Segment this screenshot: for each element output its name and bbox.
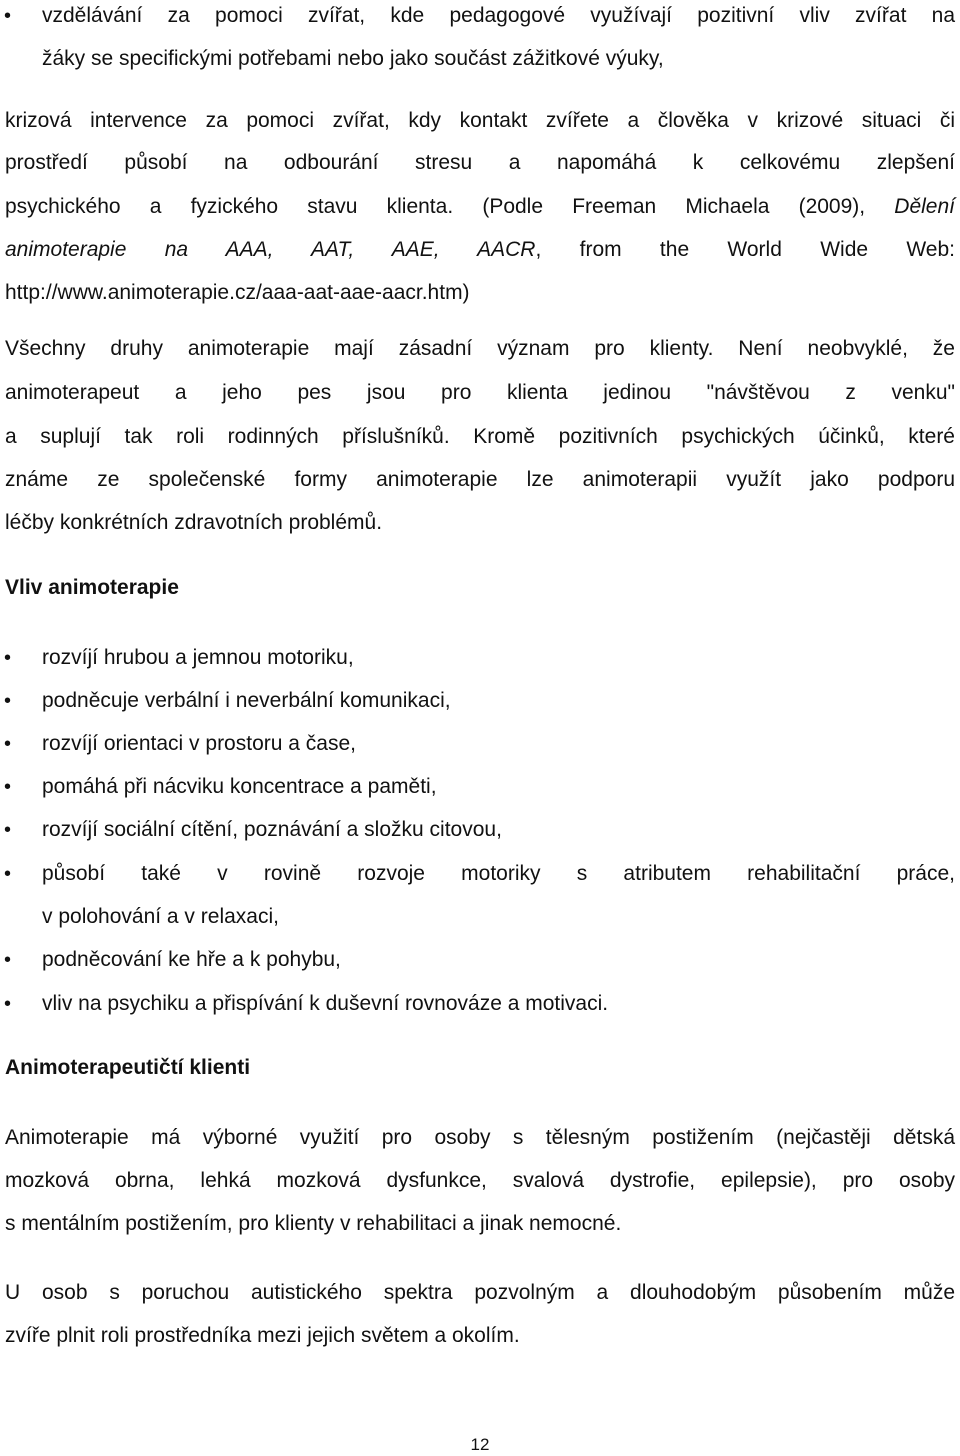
list-item: rozvíjí orientaci v prostoru a čase,	[42, 732, 356, 755]
bullet-dot: •	[4, 819, 12, 841]
text-line: animoterapeut a jeho pes jsou pro klienta jedinou "návštěvou z venku"	[5, 381, 955, 404]
section-heading: Vliv animoterapie	[5, 576, 179, 599]
text-line: a suplují tak roli rodinných příslušníků. Kromě pozitivních psychických účinků, které	[5, 425, 955, 448]
bullet-dot: •	[4, 993, 12, 1015]
text-line: vzdělávání za pomoci zvířat, kde pedagogové využívají pozitivní vliv zvířat na	[42, 4, 955, 27]
text-line: prostředí působí na odbourání stresu a napomáhá k celkovému zlepšení	[5, 151, 955, 174]
list-item: pomáhá při nácviku koncentrace a paměti,	[42, 775, 437, 798]
list-item: působí také v rovině rozvoje motoriky s atributem rehabilitační práce,	[42, 862, 955, 885]
list-item: podněcování ke hře a k pohybu,	[42, 948, 341, 971]
text-line: známe ze společenské formy animoterapie lze animoterapii využít jako podporu	[5, 468, 955, 491]
section-heading: Animoterapeutičtí klienti	[5, 1056, 251, 1079]
text-line: krizová intervence za pomoci zvířat, kdy kontakt zvířete a člověka v krizové situaci či	[5, 109, 955, 132]
text-line	[5, 237, 955, 263]
bullet-dot: •	[4, 733, 12, 755]
text-line: U osob s poruchou autistického spektra pozvolným a dlouhodobým působením může	[5, 1281, 955, 1304]
text-line: mozková obrna, lehká mozková dysfunkce, svalová dystrofie, epilepsie), pro osoby	[5, 1169, 955, 1192]
bullet-dot: •	[4, 776, 12, 798]
italic-span: animoterapie na AAA, AAT, AAE, AACR	[5, 238, 536, 261]
list-item: rozvíjí hrubou a jemnou motoriku,	[42, 646, 354, 669]
text-line: léčby konkrétních zdravotních problémů.	[5, 511, 383, 534]
text-line: http://www.animoterapie.cz/aaa-aat-aae-aacr.htm)	[5, 281, 470, 304]
text-span: psychického a fyzického stavu klienta. (Podle Freeman Michaela (2009),	[5, 195, 895, 218]
text-line	[5, 194, 955, 220]
list-item: rozvíjí sociální cítění, poznávání a složku citovou,	[42, 818, 502, 841]
text-span: , from the World Wide Web:	[535, 238, 955, 261]
list-item: vliv na psychiku a přispívání k duševní rovnováze a motivaci.	[42, 992, 609, 1015]
text-line: žáky se specifickými potřebami nebo jako součást zážitkové výuky,	[42, 47, 664, 70]
text-line: Animoterapie má výborné využití pro osoby s tělesným postižením (nejčastěji dětská	[5, 1126, 955, 1149]
bullet-dot: •	[4, 5, 12, 27]
bullet-dot: •	[4, 863, 12, 885]
text-line: zvíře plnit roli prostředníka mezi jejich světem a okolím.	[5, 1324, 520, 1347]
bullet-dot: •	[4, 690, 12, 712]
bullet-dot: •	[4, 647, 12, 669]
list-item: v polohování a v relaxaci,	[42, 905, 279, 928]
bullet-dot: •	[4, 949, 12, 971]
list-item: podněcuje verbální i neverbální komunikaci,	[42, 689, 451, 712]
text-line: s mentálním postižením, pro klienty v rehabilitaci a jinak nemocné.	[5, 1212, 622, 1235]
italic-span: Dělení	[894, 195, 955, 218]
page-number: 12	[470, 1435, 490, 1454]
text-line: Všechny druhy animoterapie mají zásadní význam pro klienty. Není neobvyklé, že	[5, 337, 955, 360]
